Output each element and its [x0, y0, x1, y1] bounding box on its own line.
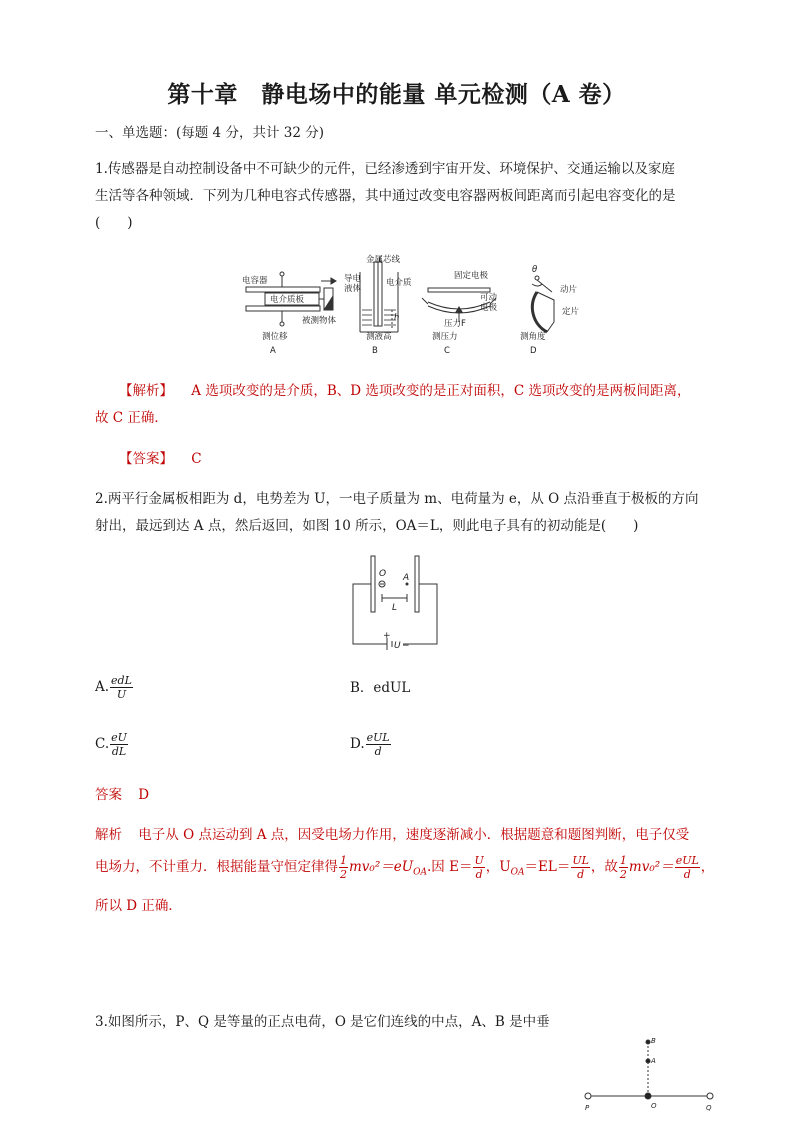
q1-analysis: [119, 382, 691, 400]
fig2-label-a: A: [403, 573, 410, 583]
fig-d-angle: [532, 276, 554, 332]
q2-analysis-l2-g: ＝EL＝: [524, 859, 571, 875]
fig-d-label-moving: 动片: [560, 285, 578, 295]
q3-charge-figure: [580, 1034, 720, 1120]
fig-b-label-h: h: [394, 313, 400, 323]
q2-frac-euld-den: d: [683, 868, 691, 881]
q1-analysis-line2: 故 C 正确．: [95, 410, 168, 426]
q1-answer-value: C: [191, 451, 202, 467]
q2-option-d-num: eUL: [366, 731, 390, 744]
fig2-label-minus: −: [402, 641, 410, 651]
fig-b-letter: B: [372, 346, 378, 356]
fig-b-label-liquid1: 导电: [344, 274, 362, 284]
q1-answer-tag: 【答案】: [119, 451, 173, 467]
q1-stem-line1: 1.传感器是自动控制设备中不可缺少的元件，已经渗透到宇宙开发、环境保护、交通运输以及家庭: [95, 161, 675, 177]
fig-a-label-capacitor: 电容器: [242, 276, 268, 286]
fig3-label-q: Q: [706, 1104, 712, 1112]
q2-frac-half2-num: 1: [619, 854, 627, 867]
q2-analysis-l2-f: OA: [510, 867, 525, 878]
q2-analysis-l2-e: ，U: [485, 859, 511, 875]
fig-d-caption: 测角度: [520, 332, 546, 342]
q2-analysis-l2-j: ，: [700, 859, 715, 875]
q2-plate-figure: [345, 552, 445, 652]
q2-frac-uld-num: UL: [572, 854, 589, 867]
q2-option-d-prefix: D.: [350, 736, 365, 752]
fig3-label-o: O: [651, 1102, 657, 1110]
fig3-label-a: A: [651, 1057, 656, 1065]
q1-analysis-line1: A 选项改变的是介质，B、D 选项改变的是正对面积，C 选项改变的是两板间距离，: [191, 383, 691, 399]
page-title: 第十章 静电场中的能量 单元检测（A 卷）: [167, 81, 626, 108]
q2-option-c-prefix: C.: [95, 736, 110, 752]
q1-stem-line3: ( ): [95, 215, 133, 231]
fig3-label-p: P: [585, 1104, 590, 1112]
q1-analysis-tag: 【解析】: [119, 383, 173, 399]
fig3-label-b: B: [651, 1037, 656, 1045]
q2-frac-euld-num: eUL: [675, 854, 699, 867]
fig-d-label-theta: θ: [532, 265, 538, 275]
q2-option-c-num: eU: [111, 731, 127, 744]
fig2-label-o: O: [379, 569, 387, 579]
q2-answer: [95, 786, 149, 804]
q2-option-a-den: U: [116, 688, 127, 701]
fig-b-liquid: [360, 256, 398, 332]
q2-answer-label: 答案: [95, 787, 122, 803]
fig-c-label-force: 压力F: [444, 319, 466, 329]
q2-option-a-prefix: A.: [95, 679, 110, 695]
q2-option-b[interactable]: B．edUL: [350, 680, 411, 696]
section-heading: 一、单选题：(每题 4 分，共计 32 分): [95, 125, 324, 141]
q2-analysis-label: 解析: [95, 827, 122, 843]
q1-sensor-figure: [232, 252, 592, 362]
q2-analysis-line3: 所以 D 正确．: [95, 898, 182, 914]
q2-analysis-l2-i: mv₀²＝: [628, 859, 674, 875]
q2-stem-line2: 射出，最远到达 A 点，然后返回，如图 10 所示，OA＝L，则此电子具有的初动能是( ): [95, 518, 639, 534]
q2-analysis-text1: 电子从 O 点运动到 A 点，因受电场力作用，速度逐渐减小．根据题意和题图判断，电子仅受: [138, 827, 690, 843]
fig-b-caption: 测液高: [366, 332, 392, 342]
q2-stem-line1: 2.两平行金属板相距为 d，电势差为 U，一电子质量为 m、电荷量为 e，从 O 点沿垂直于极板的方向: [95, 491, 699, 507]
fig-c-label-movable1: 可动: [480, 293, 498, 303]
q3-stem-line1: 3.如图所示，P、Q 是等量的正点电荷，O 是它们连线的中点，A、B 是中垂: [95, 1014, 550, 1030]
fig-c-label-fixed: 固定电极: [454, 271, 489, 281]
fig-d-letter: D: [530, 346, 537, 356]
q2-analysis-l2-d: .因 E＝: [427, 859, 473, 875]
q2-frac-uld-den: d: [577, 868, 585, 881]
q2-option-c-den: dL: [111, 745, 127, 758]
q2-analysis-l2-h: ，故: [590, 859, 618, 875]
fig-b-label-dielectric: 电介质: [386, 278, 412, 288]
q2-frac-ud-den: d: [475, 868, 483, 881]
q2-option-d[interactable]: [350, 732, 392, 757]
q2-analysis-l2-a: 电场力，不计重力．根据能量守恒定律得: [95, 859, 338, 875]
q2-option-d-den: d: [374, 745, 382, 758]
q1-stem-line2: 生活等各种领域．下列为几种电容式传感器，其中通过改变电容器两板间距离而引起电容变化的是: [95, 188, 676, 204]
q1-answer: [119, 450, 202, 468]
fig-a-letter: A: [270, 346, 276, 356]
q2-analysis-line2: [95, 852, 714, 888]
q2-frac-half-num: 1: [340, 854, 347, 867]
q2-answer-value: D: [138, 787, 150, 803]
q2-analysis-l2-b: mv₀²＝eU: [349, 859, 414, 875]
q2-option-a[interactable]: [95, 675, 134, 700]
q2-frac-half2-den: 2: [619, 868, 627, 881]
q2-analysis-l2-c: OA: [413, 867, 428, 878]
fig-a-label-object: 被测物体: [302, 316, 337, 326]
q2-option-c[interactable]: [95, 732, 129, 757]
fig-a-caption: 测位移: [262, 332, 288, 342]
fig-a-label-dielectric: 电介质板: [270, 295, 305, 305]
fig2-label-l: L: [392, 603, 398, 613]
fig-c-label-movable2: 电极: [480, 303, 498, 313]
fig-b-label-liquid2: 液体: [344, 284, 362, 294]
fig-c-caption: 测压力: [432, 332, 458, 342]
fig2-label-u: U: [394, 641, 401, 651]
fig-d-label-fixed: 定片: [562, 307, 580, 317]
q2-analysis-line1: [95, 826, 689, 844]
fig-c-letter: C: [444, 346, 450, 356]
fig2-label-plus: +: [383, 631, 391, 641]
q2-option-a-num: edL: [111, 674, 132, 687]
q2-frac-ud-num: U: [474, 854, 484, 867]
q2-frac-half-den: 2: [340, 868, 347, 881]
fig-b-label-core: 金属芯线: [366, 255, 401, 265]
